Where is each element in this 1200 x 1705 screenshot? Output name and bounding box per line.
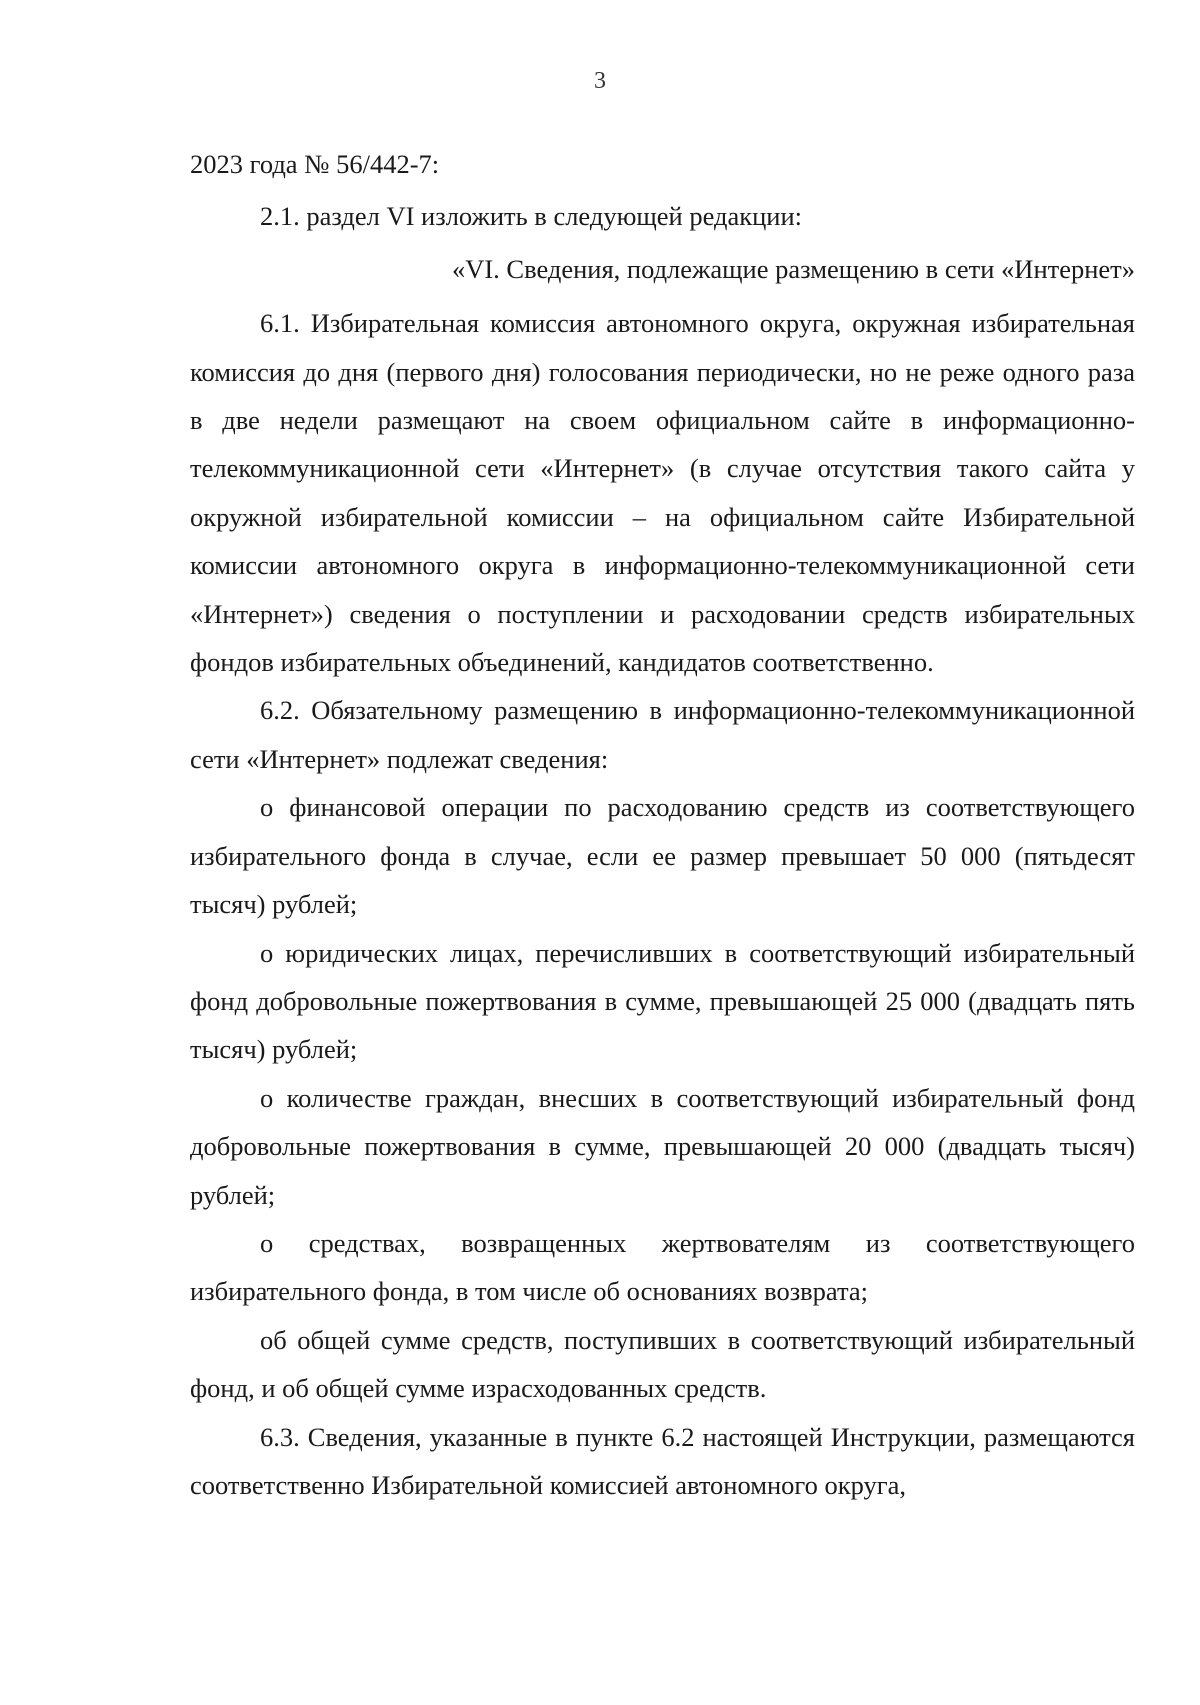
paragraph-6-1: 6.1. Избирательная комиссия автономного округа, окружная избирательная комиссия до дня (первого дня) голосования периодически, но не реже одного раза в две недели размещают на своем официальном сайте в информационно-телекоммуникационной сети «Интернет» (в случае отсутствия такого сайта у окружной избирательной комиссии – на официальном сайте Избирательной комиссии автономного округа в информационно-телекоммуникационной сети «Интернет») сведения о поступлении и расходовании средств избирательных фондов избирательных объединений, кандидатов соответственно. <box>190 308 1135 678</box>
paragraph-continuation: 2023 года № 56/442-7: <box>190 149 440 179</box>
list-item-financial-operation: о финансовой операции по расходованию средств из соответствующего избирательного фонда в случае, если ее размер превышает 50 000 (пятьдесят тысяч) рублей; <box>190 792 1135 920</box>
document-body <box>190 140 1135 1509</box>
section-heading-vi: «VI. Сведения, подлежащие размещению в сети «Интернет» <box>451 253 1135 284</box>
paragraph-amendment-2-1: 2.1. раздел VI изложить в следующей редакции: <box>260 201 803 232</box>
paragraph-6-3: 6.3. Сведения, указанные в пункте 6.2 настоящей Инструкции, размещаются соответственно Избирательной комиссией автономного округа, <box>190 1421 1135 1500</box>
list-item-citizens-count: о количестве граждан, внесших в соответствующий избирательный фонд добровольные пожертвования в сумме, превышающей 20 000 (двадцать тысяч) рублей; <box>190 1082 1135 1210</box>
paragraph-6-2: 6.2. Обязательному размещению в информационно-телекоммуникационной сети «Интернет» подлежат сведения: <box>190 695 1135 774</box>
list-item-total-sums: об общей сумме средств, поступивших в соответствующий избирательный фонд, и об общей сумме израсходованных средств. <box>190 1324 1135 1404</box>
page-number: 3 <box>594 68 606 94</box>
list-item-legal-entities: о юридических лицах, перечисливших в соответствующий избирательный фонд добровольные пожертвования в сумме, превышающей 25 000 (двадцать пять тысяч) рублей; <box>190 937 1135 1065</box>
list-item-returned-funds: о средствах, возвращенных жертвователям из соответствующего избирательного фонда, в том числе об основаниях возврата; <box>190 1227 1135 1307</box>
